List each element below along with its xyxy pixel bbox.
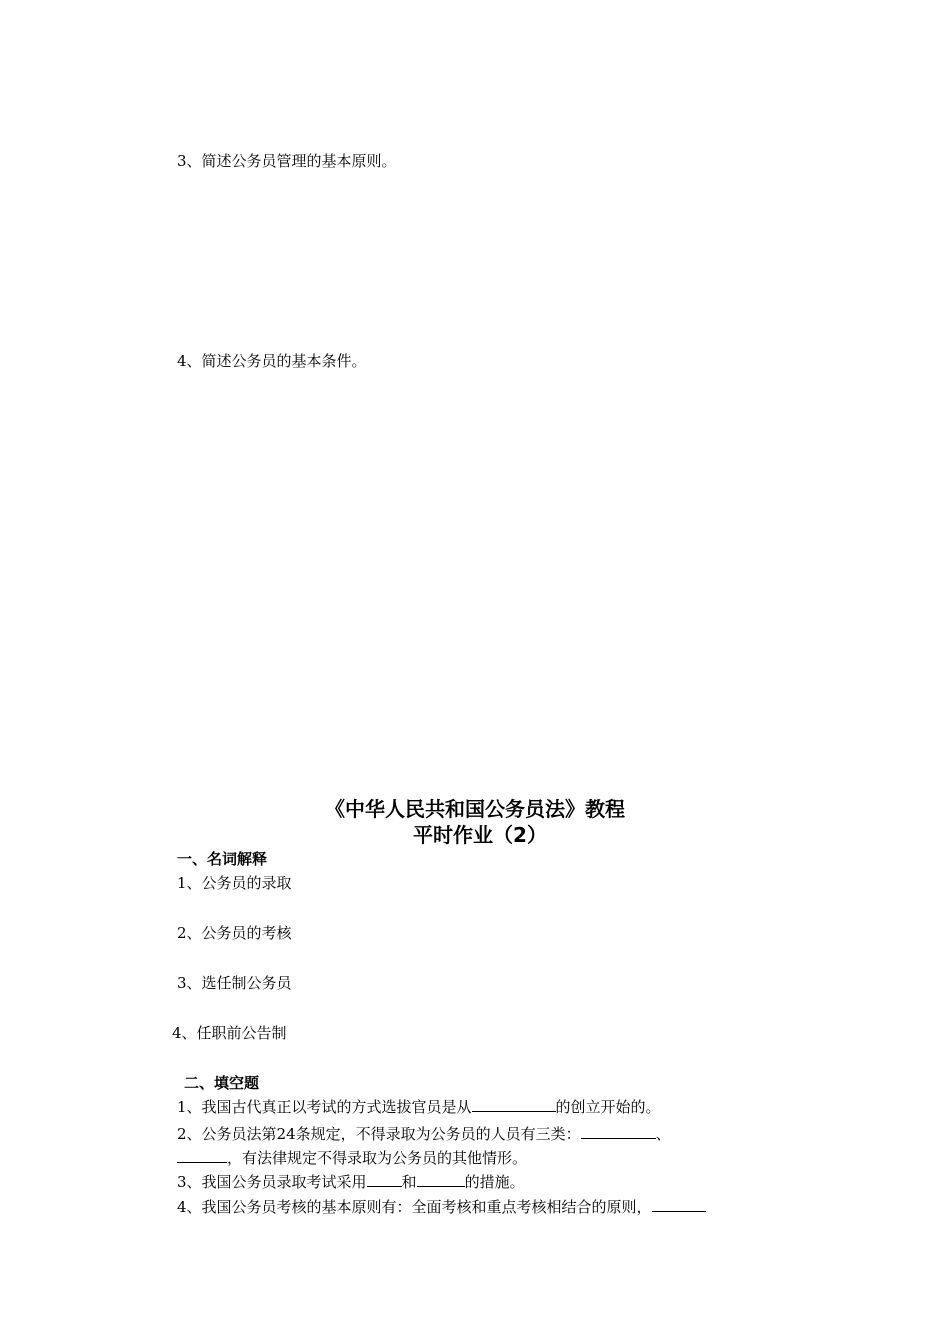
answer-blank[interactable] <box>417 1172 465 1187</box>
fill-question-2-separator: 、 <box>655 1125 671 1143</box>
term-item: 2、公务员的考核 <box>177 924 292 942</box>
fill-question-2-text-end: ，有法律规定不得录取为公务员的其他情形。 <box>227 1149 528 1167</box>
fill-question-2 <box>177 1124 671 1144</box>
document-subtitle: 平时作业（2） <box>413 823 547 847</box>
fill-question-4 <box>177 1197 706 1217</box>
section-2-heading: 二、填空题 <box>184 1074 260 1092</box>
term-item: 1、公务员的录取 <box>177 874 292 892</box>
fill-question-1-text-end: 的创立开始的。 <box>555 1098 661 1116</box>
answer-blank[interactable] <box>177 1148 227 1163</box>
document-title: 《中华人民共和国公务员法》教程 <box>325 797 625 821</box>
answer-blank[interactable] <box>652 1197 706 1212</box>
fill-question-1-text: 1、我国古代真正以考试的方式选拔官员是从 <box>177 1098 472 1116</box>
fill-question-2-text: 2、公务员法第24条规定，不得录取为公务员的人员有三类： <box>177 1125 581 1143</box>
fill-question-4-text: 4、我国公务员考核的基本原则有：全面考核和重点考核相结合的原则， <box>177 1198 652 1216</box>
fill-question-3 <box>177 1172 525 1192</box>
answer-blank[interactable] <box>581 1124 656 1139</box>
fill-question-2-continued <box>177 1148 527 1168</box>
answer-blank[interactable] <box>367 1172 402 1187</box>
fill-question-3-text-mid: 和 <box>401 1173 417 1191</box>
section-1-heading: 一、名词解释 <box>177 850 268 868</box>
answer-blank[interactable] <box>472 1097 556 1112</box>
term-item: 3、选任制公务员 <box>177 974 292 992</box>
fill-question-3-text: 3、我国公务员录取考试采用 <box>177 1173 367 1191</box>
term-item: 4、任职前公告制 <box>172 1024 287 1042</box>
fill-question-3-text-end: 的措施。 <box>464 1173 525 1191</box>
fill-question-1 <box>177 1097 661 1117</box>
question-3: 3、简述公务员管理的基本原则。 <box>177 152 397 170</box>
question-4: 4、简述公务员的基本条件。 <box>177 352 367 370</box>
